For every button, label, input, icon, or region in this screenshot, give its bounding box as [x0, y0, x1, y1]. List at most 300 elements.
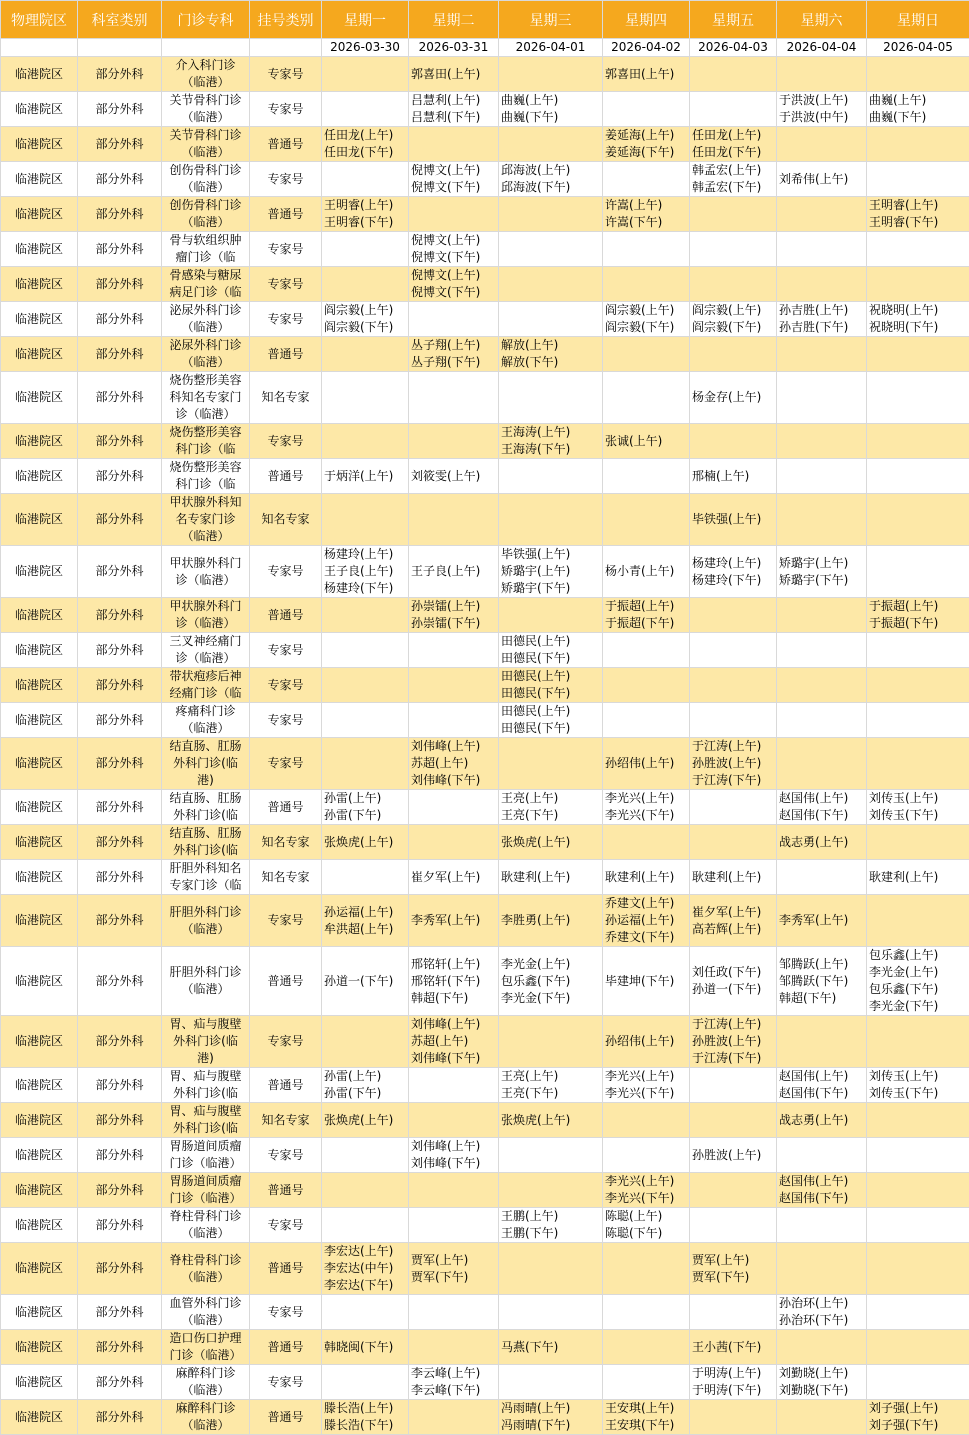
cell-reg-type: 专家号	[250, 232, 322, 267]
header-monday: 星期一	[322, 1, 409, 39]
date-saturday: 2026-04-04	[777, 39, 867, 57]
cell-thursday	[603, 494, 690, 546]
cell-category: 部分外科	[78, 1208, 162, 1243]
cell-tuesday	[409, 1173, 499, 1208]
cell-friday: 韩孟宏(上午) 韩孟宏(下午)	[690, 162, 777, 197]
cell-saturday	[777, 668, 867, 703]
table-row	[1, 1330, 969, 1365]
cell-wednesday: 解放(上午) 解放(下午)	[499, 337, 603, 372]
cell-saturday	[777, 459, 867, 494]
cell-area: 临港院区	[1, 197, 78, 232]
cell-thursday	[603, 162, 690, 197]
cell-tuesday: 倪博文(上午) 倪博文(下午)	[409, 232, 499, 267]
cell-monday	[322, 1208, 409, 1243]
cell-monday	[322, 372, 409, 424]
table-row	[1, 860, 969, 895]
table-row	[1, 668, 969, 703]
cell-specialty: 胃、疝与腹壁 外科门诊(临	[162, 1103, 250, 1138]
cell-reg-type: 普通号	[250, 1068, 322, 1103]
cell-area: 临港院区	[1, 494, 78, 546]
date-blank	[250, 39, 322, 57]
cell-tuesday	[409, 302, 499, 337]
cell-specialty: 骨与软组织肿 瘤门诊（临	[162, 232, 250, 267]
cell-monday	[322, 668, 409, 703]
cell-wednesday	[499, 1295, 603, 1330]
cell-wednesday	[499, 494, 603, 546]
cell-tuesday: 邢铭轩(上午) 邢铭轩(下午) 韩超(下午)	[409, 947, 499, 1016]
cell-area: 临港院区	[1, 1400, 78, 1435]
cell-sunday: 曲巍(上午) 曲巍(下午)	[867, 92, 969, 127]
cell-thursday: 于振超(上午) 于振超(下午)	[603, 598, 690, 633]
cell-saturday	[777, 1208, 867, 1243]
cell-saturday: 邹腾跃(上午) 邹腾跃(下午) 韩超(下午)	[777, 947, 867, 1016]
cell-saturday	[777, 494, 867, 546]
cell-reg-type: 专家号	[250, 895, 322, 947]
cell-saturday	[777, 232, 867, 267]
cell-area: 临港院区	[1, 633, 78, 668]
date-blank	[78, 39, 162, 57]
cell-saturday	[777, 337, 867, 372]
cell-sunday	[867, 337, 969, 372]
cell-tuesday	[409, 703, 499, 738]
cell-monday: 孙雷(上午) 孙雷(下午)	[322, 790, 409, 825]
table-row	[1, 1365, 969, 1400]
cell-reg-type: 普通号	[250, 1400, 322, 1435]
cell-sunday	[867, 424, 969, 459]
cell-category: 部分外科	[78, 197, 162, 232]
cell-monday: 于炳洋(上午)	[322, 459, 409, 494]
cell-tuesday: 刘伟峰(上午) 苏超(上午) 刘伟峰(下午)	[409, 738, 499, 790]
table-row	[1, 1103, 969, 1138]
cell-thursday: 陈聪(上午) 陈聪(下午)	[603, 1208, 690, 1243]
cell-thursday: 毕建坤(下午)	[603, 947, 690, 1016]
cell-area: 临港院区	[1, 895, 78, 947]
cell-friday: 杨金存(上午)	[690, 372, 777, 424]
cell-monday	[322, 267, 409, 302]
cell-monday: 李宏达(上午) 李宏达(中午) 李宏达(下午)	[322, 1243, 409, 1295]
cell-thursday	[603, 267, 690, 302]
cell-monday: 孙运福(上午) 牟洪超(上午)	[322, 895, 409, 947]
cell-area: 临港院区	[1, 1016, 78, 1068]
cell-area: 临港院区	[1, 1208, 78, 1243]
cell-monday	[322, 598, 409, 633]
cell-monday: 滕长浩(上午) 滕长浩(下午)	[322, 1400, 409, 1435]
cell-monday	[322, 860, 409, 895]
cell-thursday: 李光兴(上午) 李光兴(下午)	[603, 790, 690, 825]
header-specialty: 门诊专科	[162, 1, 250, 39]
cell-friday: 毕铁强(上午)	[690, 494, 777, 546]
cell-friday	[690, 1103, 777, 1138]
cell-sunday: 刘传玉(上午) 刘传玉(下午)	[867, 790, 969, 825]
cell-reg-type: 普通号	[250, 1173, 322, 1208]
cell-thursday: 耿建利(上午)	[603, 860, 690, 895]
cell-wednesday: 毕铁强(上午) 矫璐宇(上午) 矫璐宇(下午)	[499, 546, 603, 598]
cell-monday: 阎宗毅(上午) 阎宗毅(下午)	[322, 302, 409, 337]
cell-saturday	[777, 1016, 867, 1068]
cell-friday	[690, 825, 777, 860]
cell-friday: 任田龙(上午) 任田龙(下午)	[690, 127, 777, 162]
cell-monday: 任田龙(上午) 任田龙(下午)	[322, 127, 409, 162]
cell-reg-type: 普通号	[250, 1243, 322, 1295]
cell-saturday: 孙吉胜(上午) 孙吉胜(下午)	[777, 302, 867, 337]
cell-sunday	[867, 1208, 969, 1243]
cell-area: 临港院区	[1, 1068, 78, 1103]
cell-tuesday: 倪博文(上午) 倪博文(下午)	[409, 267, 499, 302]
cell-tuesday: 倪博文(上午) 倪博文(下午)	[409, 162, 499, 197]
cell-tuesday	[409, 494, 499, 546]
cell-friday: 阎宗毅(上午) 阎宗毅(下午)	[690, 302, 777, 337]
cell-friday	[690, 1295, 777, 1330]
date-row	[1, 39, 969, 57]
cell-thursday	[603, 1365, 690, 1400]
cell-specialty: 胃肠道间质瘤 门诊（临港）	[162, 1173, 250, 1208]
cell-monday	[322, 424, 409, 459]
cell-friday: 刘任政(下午) 孙道一(下午)	[690, 947, 777, 1016]
schedule-body	[1, 57, 969, 1435]
cell-friday: 王小茜(下午)	[690, 1330, 777, 1365]
cell-monday	[322, 633, 409, 668]
cell-saturday	[777, 703, 867, 738]
cell-thursday	[603, 668, 690, 703]
cell-tuesday	[409, 825, 499, 860]
cell-sunday	[867, 633, 969, 668]
cell-friday	[690, 668, 777, 703]
cell-specialty: 泌尿外科门诊 （临港）	[162, 302, 250, 337]
cell-sunday	[867, 1365, 969, 1400]
cell-specialty: 创伤骨科门诊 （临港）	[162, 162, 250, 197]
cell-thursday	[603, 1295, 690, 1330]
table-row	[1, 337, 969, 372]
cell-saturday: 赵国伟(上午) 赵国伟(下午)	[777, 790, 867, 825]
cell-area: 临港院区	[1, 1243, 78, 1295]
cell-tuesday: 李云峰(上午) 李云峰(下午)	[409, 1365, 499, 1400]
cell-tuesday: 崔夕军(上午)	[409, 860, 499, 895]
table-row	[1, 302, 969, 337]
cell-specialty: 骨感染与糖尿 病足门诊（临	[162, 267, 250, 302]
cell-monday	[322, 232, 409, 267]
cell-wednesday: 冯雨晴(上午) 冯雨晴(下午)	[499, 1400, 603, 1435]
cell-tuesday	[409, 127, 499, 162]
cell-friday	[690, 1208, 777, 1243]
cell-reg-type: 知名专家	[250, 825, 322, 860]
cell-area: 临港院区	[1, 790, 78, 825]
cell-specialty: 甲状腺外科门 诊（临港）	[162, 546, 250, 598]
cell-saturday	[777, 1400, 867, 1435]
date-tuesday: 2026-03-31	[409, 39, 499, 57]
cell-specialty: 肝胆外科门诊 （临港）	[162, 895, 250, 947]
cell-saturday	[777, 127, 867, 162]
cell-category: 部分外科	[78, 494, 162, 546]
table-row	[1, 546, 969, 598]
cell-sunday	[867, 895, 969, 947]
cell-monday: 杨建玲(上午) 王子良(上午) 杨建玲(下午)	[322, 546, 409, 598]
cell-sunday	[867, 1138, 969, 1173]
cell-monday	[322, 162, 409, 197]
table-row	[1, 372, 969, 424]
cell-category: 部分外科	[78, 546, 162, 598]
cell-area: 临港院区	[1, 162, 78, 197]
cell-specialty: 烧伤整形美容 科门诊（临	[162, 459, 250, 494]
cell-thursday: 乔建文(上午) 孙运福(上午) 乔建文(下午)	[603, 895, 690, 947]
cell-thursday: 王安琪(上午) 王安琪(下午)	[603, 1400, 690, 1435]
cell-area: 临港院区	[1, 598, 78, 633]
date-thursday: 2026-04-02	[603, 39, 690, 57]
cell-saturday: 矫璐宇(上午) 矫璐宇(下午)	[777, 546, 867, 598]
cell-thursday	[603, 232, 690, 267]
cell-monday: 韩晓闽(下午)	[322, 1330, 409, 1365]
cell-friday	[690, 424, 777, 459]
table-row	[1, 895, 969, 947]
header-friday: 星期五	[690, 1, 777, 39]
cell-specialty: 介入科门诊 （临港）	[162, 57, 250, 92]
cell-wednesday: 王海涛(上午) 王海涛(下午)	[499, 424, 603, 459]
cell-tuesday	[409, 372, 499, 424]
cell-tuesday	[409, 790, 499, 825]
cell-reg-type: 专家号	[250, 1295, 322, 1330]
cell-thursday: 杨小青(上午)	[603, 546, 690, 598]
cell-reg-type: 专家号	[250, 703, 322, 738]
cell-reg-type: 普通号	[250, 598, 322, 633]
cell-area: 临港院区	[1, 1295, 78, 1330]
cell-area: 临港院区	[1, 947, 78, 1016]
table-row	[1, 1173, 969, 1208]
cell-specialty: 三叉神经痛门 诊（临港）	[162, 633, 250, 668]
cell-friday: 于江涛(上午) 孙胜波(上午) 于江涛(下午)	[690, 738, 777, 790]
cell-reg-type: 专家号	[250, 1138, 322, 1173]
cell-specialty: 结直肠、肛肠 外科门诊(临	[162, 825, 250, 860]
cell-tuesday	[409, 424, 499, 459]
cell-thursday: 李光兴(上午) 李光兴(下午)	[603, 1068, 690, 1103]
cell-sunday	[867, 1103, 969, 1138]
table-row	[1, 57, 969, 92]
cell-specialty: 泌尿外科门诊 （临港）	[162, 337, 250, 372]
cell-category: 部分外科	[78, 302, 162, 337]
cell-tuesday: 郭喜田(上午)	[409, 57, 499, 92]
cell-specialty: 疼痛科门诊 （临港）	[162, 703, 250, 738]
cell-wednesday	[499, 372, 603, 424]
cell-reg-type: 专家号	[250, 424, 322, 459]
cell-sunday: 耿建利(上午)	[867, 860, 969, 895]
cell-wednesday: 李光金(上午) 包乐鑫(下午) 李光金(下午)	[499, 947, 603, 1016]
cell-tuesday: 刘筱雯(上午)	[409, 459, 499, 494]
cell-thursday	[603, 1138, 690, 1173]
cell-area: 临港院区	[1, 546, 78, 598]
table-row	[1, 738, 969, 790]
cell-category: 部分外科	[78, 1016, 162, 1068]
cell-specialty: 甲状腺外科门 诊（临港）	[162, 598, 250, 633]
cell-friday	[690, 598, 777, 633]
cell-reg-type: 专家号	[250, 162, 322, 197]
cell-sunday	[867, 1243, 969, 1295]
cell-reg-type: 普通号	[250, 947, 322, 1016]
cell-saturday: 刘勤晓(上午) 刘勤晓(下午)	[777, 1365, 867, 1400]
cell-sunday	[867, 459, 969, 494]
cell-area: 临港院区	[1, 668, 78, 703]
cell-tuesday: 刘伟峰(上午) 刘伟峰(下午)	[409, 1138, 499, 1173]
cell-sunday: 刘子强(上午) 刘子强(下午)	[867, 1400, 969, 1435]
cell-friday	[690, 197, 777, 232]
cell-friday	[690, 57, 777, 92]
cell-reg-type: 知名专家	[250, 372, 322, 424]
cell-tuesday	[409, 1208, 499, 1243]
cell-area: 临港院区	[1, 92, 78, 127]
table-row	[1, 1138, 969, 1173]
cell-saturday	[777, 267, 867, 302]
cell-saturday: 战志勇(上午)	[777, 1103, 867, 1138]
cell-sunday	[867, 267, 969, 302]
cell-category: 部分外科	[78, 860, 162, 895]
cell-specialty: 结直肠、肛肠 外科门诊(临 港)	[162, 738, 250, 790]
cell-saturday: 孙治环(上午) 孙治环(下午)	[777, 1295, 867, 1330]
cell-reg-type: 普通号	[250, 790, 322, 825]
cell-category: 部分外科	[78, 1330, 162, 1365]
cell-thursday: 阎宗毅(上午) 阎宗毅(下午)	[603, 302, 690, 337]
cell-wednesday: 耿建利(上午)	[499, 860, 603, 895]
cell-saturday	[777, 372, 867, 424]
cell-monday	[322, 1365, 409, 1400]
cell-wednesday: 王亮(上午) 王亮(下午)	[499, 1068, 603, 1103]
cell-friday	[690, 790, 777, 825]
cell-monday: 张焕虎(上午)	[322, 1103, 409, 1138]
cell-category: 部分外科	[78, 424, 162, 459]
cell-tuesday: 贾军(上午) 贾军(下午)	[409, 1243, 499, 1295]
cell-friday: 杨建玲(上午) 杨建玲(下午)	[690, 546, 777, 598]
cell-friday: 孙胜波(上午)	[690, 1138, 777, 1173]
header-reg-type: 挂号类别	[250, 1, 322, 39]
cell-wednesday	[499, 1173, 603, 1208]
cell-friday	[690, 267, 777, 302]
cell-specialty: 创伤骨科门诊 （临港）	[162, 197, 250, 232]
cell-wednesday: 马燕(下午)	[499, 1330, 603, 1365]
cell-category: 部分外科	[78, 1138, 162, 1173]
cell-wednesday: 邱海波(上午) 邱海波(下午)	[499, 162, 603, 197]
cell-wednesday: 王亮(上午) 王亮(下午)	[499, 790, 603, 825]
header-thursday: 星期四	[603, 1, 690, 39]
cell-friday	[690, 232, 777, 267]
cell-wednesday: 田德民(上午) 田德民(下午)	[499, 668, 603, 703]
cell-wednesday: 田德民(上午) 田德民(下午)	[499, 703, 603, 738]
cell-monday	[322, 1138, 409, 1173]
cell-sunday: 刘传玉(上午) 刘传玉(下午)	[867, 1068, 969, 1103]
cell-friday: 崔夕军(上午) 高若辉(上午)	[690, 895, 777, 947]
cell-specialty: 胃、疝与腹壁 外科门诊(临	[162, 1068, 250, 1103]
cell-category: 部分外科	[78, 1103, 162, 1138]
cell-monday	[322, 337, 409, 372]
cell-tuesday	[409, 1400, 499, 1435]
cell-wednesday	[499, 232, 603, 267]
cell-wednesday: 曲巍(上午) 曲巍(下午)	[499, 92, 603, 127]
cell-category: 部分外科	[78, 895, 162, 947]
cell-area: 临港院区	[1, 860, 78, 895]
cell-area: 临港院区	[1, 57, 78, 92]
cell-reg-type: 普通号	[250, 127, 322, 162]
cell-saturday	[777, 633, 867, 668]
cell-area: 临港院区	[1, 738, 78, 790]
cell-wednesday: 田德民(上午) 田德民(下午)	[499, 633, 603, 668]
cell-specialty: 甲状腺外科知 名专家门诊 （临港）	[162, 494, 250, 546]
cell-saturday	[777, 860, 867, 895]
cell-area: 临港院区	[1, 302, 78, 337]
cell-category: 部分外科	[78, 337, 162, 372]
cell-saturday	[777, 738, 867, 790]
cell-reg-type: 普通号	[250, 197, 322, 232]
cell-thursday: 孙绍伟(上午)	[603, 738, 690, 790]
cell-wednesday: 李胜勇(上午)	[499, 895, 603, 947]
cell-thursday: 孙绍伟(上午)	[603, 1016, 690, 1068]
cell-wednesday	[499, 459, 603, 494]
cell-thursday	[603, 337, 690, 372]
date-monday: 2026-03-30	[322, 39, 409, 57]
cell-saturday	[777, 1330, 867, 1365]
cell-sunday: 于振超(上午) 于振超(下午)	[867, 598, 969, 633]
cell-wednesday	[499, 57, 603, 92]
cell-reg-type: 专家号	[250, 668, 322, 703]
cell-tuesday	[409, 1330, 499, 1365]
cell-saturday	[777, 1138, 867, 1173]
cell-monday	[322, 1016, 409, 1068]
cell-specialty: 脊柱骨科门诊 （临港）	[162, 1243, 250, 1295]
cell-saturday: 赵国伟(上午) 赵国伟(下午)	[777, 1173, 867, 1208]
cell-reg-type: 专家号	[250, 92, 322, 127]
date-wednesday: 2026-04-01	[499, 39, 603, 57]
table-row	[1, 494, 969, 546]
cell-area: 临港院区	[1, 825, 78, 860]
cell-tuesday	[409, 1103, 499, 1138]
cell-area: 临港院区	[1, 1173, 78, 1208]
cell-specialty: 关节骨科门诊 （临港）	[162, 92, 250, 127]
cell-tuesday: 李秀军(上午)	[409, 895, 499, 947]
cell-sunday	[867, 162, 969, 197]
cell-specialty: 烧伤整形美容 科知名专家门 诊（临港）	[162, 372, 250, 424]
table-row	[1, 1295, 969, 1330]
cell-sunday	[867, 57, 969, 92]
cell-reg-type: 专家号	[250, 57, 322, 92]
cell-tuesday	[409, 668, 499, 703]
cell-category: 部分外科	[78, 372, 162, 424]
header-sunday: 星期日	[867, 1, 969, 39]
cell-thursday: 张诚(上午)	[603, 424, 690, 459]
cell-category: 部分外科	[78, 738, 162, 790]
cell-category: 部分外科	[78, 703, 162, 738]
cell-friday	[690, 92, 777, 127]
table-row	[1, 127, 969, 162]
date-blank	[1, 39, 78, 57]
cell-category: 部分外科	[78, 1365, 162, 1400]
cell-specialty: 烧伤整形美容 科门诊（临	[162, 424, 250, 459]
cell-thursday	[603, 92, 690, 127]
cell-category: 部分外科	[78, 232, 162, 267]
cell-sunday: 包乐鑫(上午) 李光金(上午) 包乐鑫(下午) 李光金(下午)	[867, 947, 969, 1016]
cell-specialty: 胃、疝与腹壁 外科门诊(临 港)	[162, 1016, 250, 1068]
cell-area: 临港院区	[1, 703, 78, 738]
cell-category: 部分外科	[78, 162, 162, 197]
cell-monday	[322, 92, 409, 127]
cell-specialty: 脊柱骨科门诊 （临港）	[162, 1208, 250, 1243]
table-row	[1, 947, 969, 1016]
cell-friday: 于江涛(上午) 孙胜波(上午) 于江涛(下午)	[690, 1016, 777, 1068]
cell-friday: 贾军(上午) 贾军(下午)	[690, 1243, 777, 1295]
cell-specialty: 麻醉科门诊 （临港）	[162, 1400, 250, 1435]
cell-monday: 张焕虎(上午)	[322, 825, 409, 860]
cell-friday: 邢楠(上午)	[690, 459, 777, 494]
table-row	[1, 790, 969, 825]
cell-wednesday: 张焕虎(上午)	[499, 825, 603, 860]
table-row	[1, 162, 969, 197]
cell-sunday	[867, 668, 969, 703]
table-row	[1, 424, 969, 459]
cell-sunday	[867, 825, 969, 860]
cell-reg-type: 专家号	[250, 738, 322, 790]
